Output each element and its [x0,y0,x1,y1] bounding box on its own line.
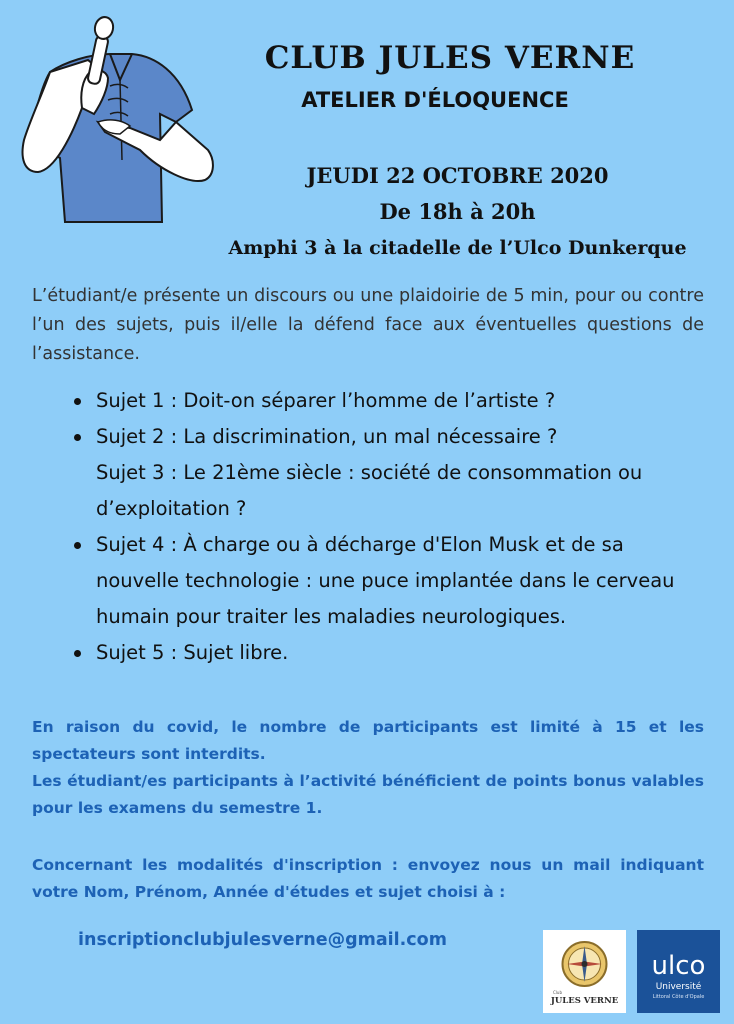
event-time: De 18h à 20h [379,199,536,224]
list-item: Sujet 2 : La discrimination, un mal nécessaire ? [72,419,712,455]
list-item: Sujet 3 : Le 21ème siècle : société de consommation ou d’exploitation ? [96,461,643,520]
club-jules-verne-logo [543,930,626,1013]
notice-block [32,714,704,822]
club-logo-name: JULES VERNE [550,996,619,1006]
registration-notice: Concernant les modalités d'inscription : envoyez nous un mail indiquant votre Nom, Prénom, Année d'études et sujet choisi à : [32,856,704,901]
ulco-logo [637,930,720,1013]
event-date: JEUDI 22 OCTOBRE 2020 [306,163,609,188]
intro-paragraph: L’étudiant/e présente un discours ou une plaidoirie de 5 min, pour ou contre l’un des sujets, puis il/elle la défend face aux éventuelles questions de l’assistance. [32,286,704,364]
list-item: Sujet 1 : Doit-on séparer l’homme de l’artiste ? [72,383,712,419]
event-place: Amphi 3 à la citadelle de l’Ulco Dunkerque [228,237,687,259]
club-title: CLUB JULES VERNE [264,40,636,76]
event-details [190,158,725,266]
bonus-notice: Les étudiant/es participants à l’activité bénéficient de points bonus valables pour les examens du semestre 1. [32,772,704,817]
page-subtitle: ATELIER D'ÉLOQUENCE [301,88,569,112]
ulco-logo-name: ulco [651,951,706,981]
contact-email-link[interactable]: inscriptionclubjulesverne@gmail.com [78,930,447,950]
list-item: Sujet 4 : À charge ou à décharge d'Elon Musk et de sa nouvelle technologie : une puce implantée dans le cerveau humain pour traiter les maladies neurologiques. [72,527,712,635]
topic-list [72,383,712,671]
club-small-label: Club [553,990,562,995]
ulco-logo-region: Littoral Côte d'Opale [652,994,705,1000]
ulco-logo-university: Université [655,982,702,992]
covid-notice: En raison du covid, le nombre de participants est limité à 15 et les spectateurs sont interdits. [32,718,704,763]
list-item: Sujet 5 : Sujet libre. [72,635,712,671]
